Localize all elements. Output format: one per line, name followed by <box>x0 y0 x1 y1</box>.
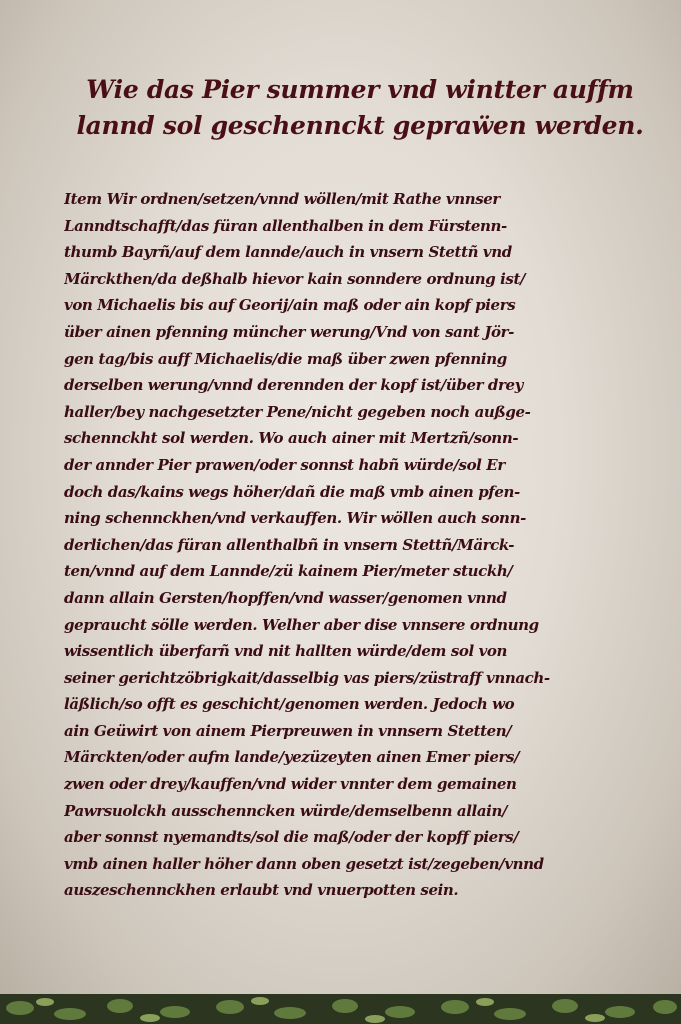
text-line: Lanndtschafft/das füran allenthalben in dem Fürstenn- <box>64 216 507 235</box>
text-line: auszeschennckhen erlaubt vnd vnuerpotten sein. <box>64 881 459 900</box>
text-line: Item Wir ordnen/setzen/vnnd wöllen/mit Rathe vnnser <box>64 190 500 208</box>
text-line: doch das/kains wegs höher/dañ die maß vmb ainen pfen- <box>64 482 520 501</box>
text-line: der annder Pier prawen/oder sonnst habñ würde/sol Er <box>64 455 505 474</box>
decree-text <box>64 186 624 904</box>
leaves-icon <box>0 994 681 1024</box>
text-line: derselben werung/vnnd derennden der kopf ist/über drey <box>64 376 523 395</box>
text-line: ain Geüwirt von ainem Pierpreuwen in vnnsern Stetten/ <box>64 721 512 740</box>
text-line: aber sonnst nyemandts/sol die maß/oder der kopff piers/ <box>64 828 519 847</box>
title-line-2: lannd sol geschennckt gepraẅen werden. <box>76 111 644 140</box>
text-line: Pawrsuolckh ausschenncken würde/demselbenn allain/ <box>64 801 508 820</box>
text-line: Märckten/oder aufm lande/yezüzeyten ainen Emer piers/ <box>64 748 520 767</box>
title-line-1: Wie das Pier summer vnd wintter auffm <box>86 75 634 104</box>
text-line: schennckht sol werden. Wo auch ainer mit Mertzñ/sonn- <box>64 429 519 448</box>
text-line: läßlich/so offt es geschicht/genomen werden. Jedoch wo <box>64 695 515 714</box>
text-line: haller/bey nachgesetzter Pene/nicht gegeben noch außge- <box>64 402 531 421</box>
text-line: gen tag/bis auff Michaelis/die maß über zwen pfenning <box>64 349 507 368</box>
text-line: gepraucht sölle werden. Welher aber dise vnnsere ordnung <box>64 615 539 634</box>
text-line: zwen oder drey/kauffen/vnd wider vnnter dem gemainen <box>64 775 517 794</box>
text-line: seiner gerichtzöbrigkait/dasselbig vas piers/züstraff vnnach- <box>64 668 550 687</box>
text-line: von Michaelis bis auf Georij/ain maß oder ain kopf piers <box>64 296 516 315</box>
text-line: thumb Bayrñ/auf dem lannde/auch in vnsern Stettñ vnd <box>64 243 512 262</box>
text-line: ten/vnnd auf dem Lannde/zü kainem Pier/meter stuckh/ <box>64 562 513 581</box>
page-title <box>60 72 660 144</box>
text-line: wissentlich überfarñ vnd nit hallten würde/dem sol von <box>64 642 508 661</box>
text-line: dann allain Gersten/hopffen/vnd wasser/genomen vnnd <box>64 588 507 607</box>
text-line: ning schennckhen/vnd verkauffen. Wir wöllen auch sonn- <box>64 509 526 528</box>
text-line: derlichen/das füran allenthalbñ in vnsern Stettñ/Märck- <box>64 535 515 554</box>
text-line: über ainen pfenning müncher werung/Vnd von sant Jör- <box>64 322 514 341</box>
foliage-border <box>0 994 681 1024</box>
text-line: Märckthen/da deßhalb hievor kain sonndere ordnung ist/ <box>64 269 526 288</box>
text-line: vmb ainen haller höher dann oben gesetzt ist/zegeben/vnnd <box>64 854 544 873</box>
